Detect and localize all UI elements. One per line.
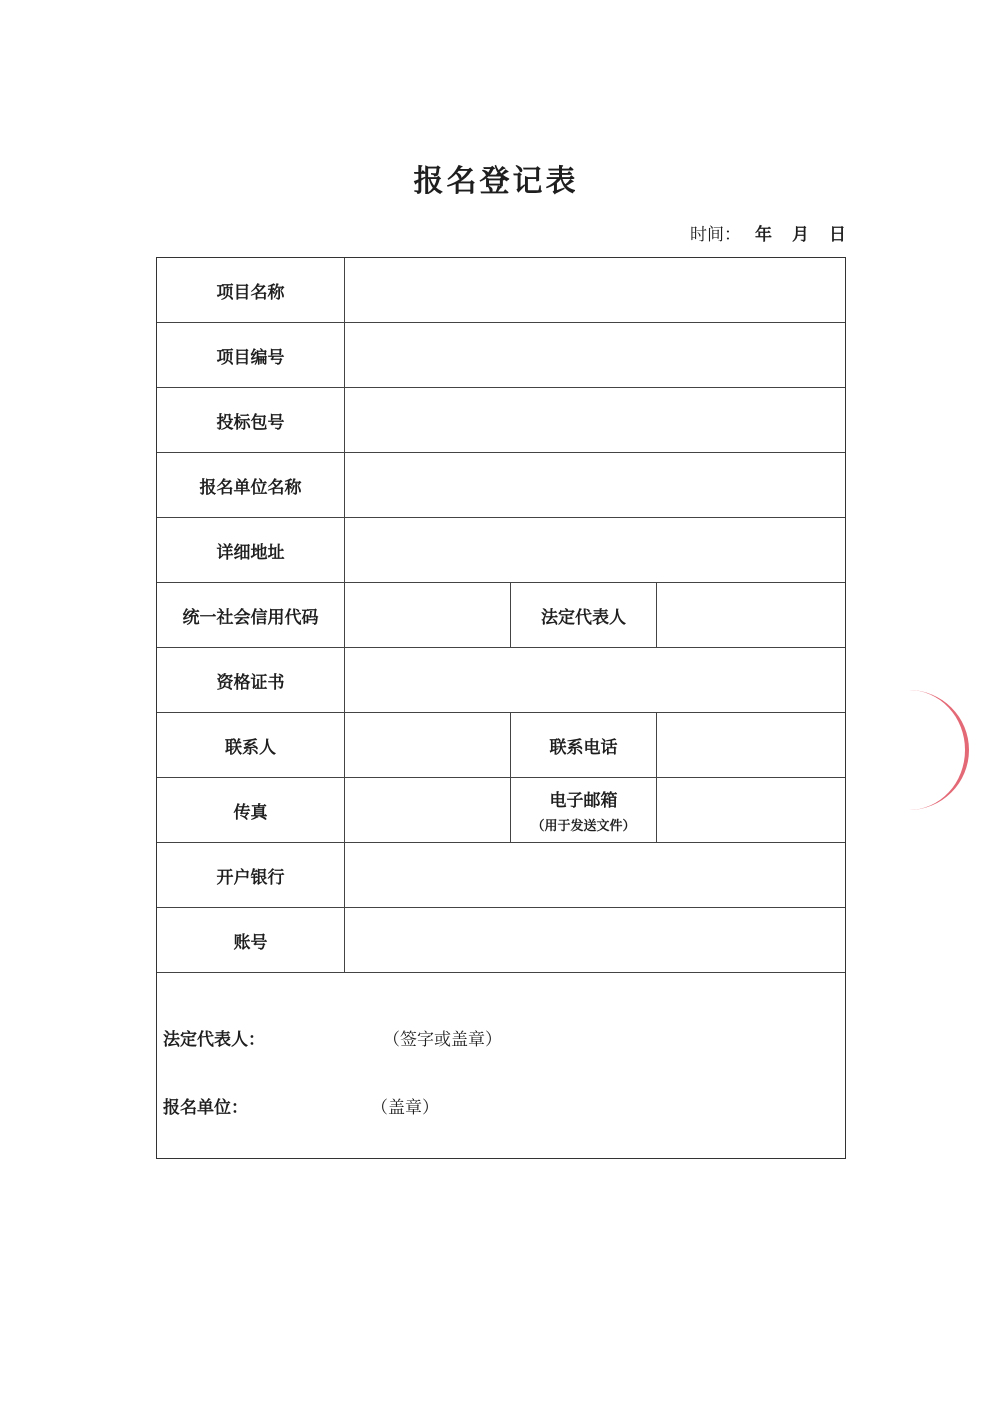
form-title: 报名登记表 <box>413 164 579 199</box>
field-qualification[interactable] <box>345 648 845 712</box>
field-address[interactable] <box>345 518 845 582</box>
label-fax: 传真 <box>157 778 345 842</box>
label-bid-package: 投标包号 <box>157 388 345 452</box>
label-account: 账号 <box>157 908 345 972</box>
label-bank: 开户银行 <box>157 843 345 907</box>
row-credit-code <box>157 583 845 648</box>
field-bank[interactable] <box>345 843 845 907</box>
row-contact <box>157 713 845 778</box>
label-phone <box>511 713 657 777</box>
label-credit-code: 统一社会信用代码 <box>157 583 345 647</box>
field-account[interactable] <box>345 908 845 972</box>
label-company-name: 报名单位名称 <box>157 453 345 517</box>
row-account <box>157 908 845 973</box>
legal-rep-sign-label: 法定代表人： <box>163 1030 265 1050</box>
legal-rep-sign-line <box>163 1025 502 1050</box>
row-bank <box>157 843 845 908</box>
unit-sign-label: 报名单位： <box>163 1098 248 1118</box>
label-project-number: 项目编号 <box>157 323 345 387</box>
row-company-name <box>157 453 845 518</box>
field-legal-rep[interactable] <box>657 583 845 647</box>
row-address <box>157 518 845 583</box>
label-qualification: 资格证书 <box>157 648 345 712</box>
label-email <box>511 778 657 842</box>
label-project-name: 项目名称 <box>157 258 345 322</box>
date-label: 时间： <box>690 225 741 245</box>
field-project-name[interactable] <box>345 258 845 322</box>
unit-sign-line <box>163 1093 439 1118</box>
date-line <box>690 220 846 245</box>
label-phone-text: 联系电话 <box>549 737 618 758</box>
label-email-note: （用于发送文件） <box>531 819 636 834</box>
label-legal-rep-text: 法定代表人 <box>541 607 626 628</box>
field-fax[interactable] <box>345 778 511 842</box>
unit-sign-hint[interactable]: （盖章） <box>371 1098 439 1118</box>
row-qualification <box>157 648 845 713</box>
label-legal-rep <box>511 583 657 647</box>
legal-rep-sign-hint[interactable]: （签字或盖章） <box>383 1030 502 1050</box>
month-unit: 月 <box>792 225 809 245</box>
label-contact: 联系人 <box>157 713 345 777</box>
field-credit-code[interactable] <box>345 583 511 647</box>
field-email[interactable] <box>657 778 845 842</box>
field-phone[interactable] <box>657 713 845 777</box>
field-company-name[interactable] <box>345 453 845 517</box>
red-seal-stamp <box>905 690 969 810</box>
row-fax <box>157 778 845 843</box>
day-unit: 日 <box>829 225 846 245</box>
row-bid-package <box>157 388 845 453</box>
row-project-number <box>157 323 845 388</box>
signature-area <box>157 973 845 1158</box>
label-email-text: 电子邮箱 <box>549 791 618 811</box>
label-address: 详细地址 <box>157 518 345 582</box>
field-bid-package[interactable] <box>345 388 845 452</box>
year-unit: 年 <box>755 225 772 245</box>
row-project-name <box>157 258 845 323</box>
field-project-number[interactable] <box>345 323 845 387</box>
field-contact[interactable] <box>345 713 511 777</box>
registration-table <box>156 257 846 1159</box>
